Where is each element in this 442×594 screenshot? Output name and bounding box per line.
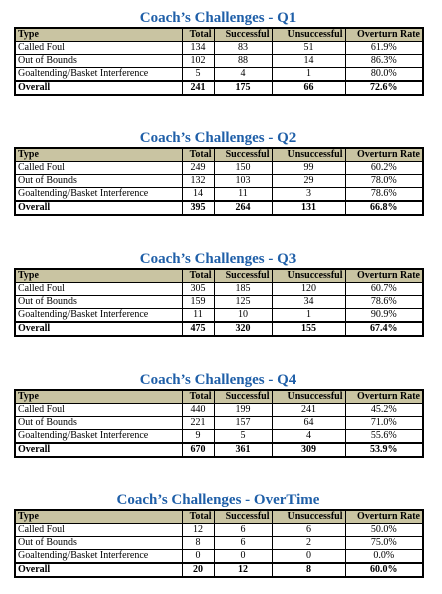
section-q2	[14, 130, 422, 216]
cell-rate: 90.9%	[345, 309, 423, 323]
header-unsuccessful: Unsuccessful	[272, 148, 345, 162]
cell-total: 11	[182, 309, 214, 323]
cell-unsuccessful: 309	[272, 443, 345, 457]
cell-unsuccessful: 14	[272, 55, 345, 68]
header-total: Total	[182, 390, 214, 404]
header-unsuccessful: Unsuccessful	[272, 390, 345, 404]
section-title: Coach’s Challenges - Q2	[139, 130, 297, 146]
cell-total: 9	[182, 430, 214, 444]
section-q3	[14, 251, 422, 337]
cell-unsuccessful: 29	[272, 175, 345, 188]
cell-successful: 175	[214, 81, 272, 95]
cell-rate: 71.0%	[345, 417, 423, 430]
overall-row	[15, 81, 423, 95]
cell-successful: 103	[214, 175, 272, 188]
cell-successful: 10	[214, 309, 272, 323]
header-unsuccessful: Unsuccessful	[272, 28, 345, 42]
section-title: Coach’s Challenges - Q3	[139, 251, 297, 267]
cell-unsuccessful: 6	[272, 524, 345, 537]
cell-successful: 5	[214, 430, 272, 444]
cell-unsuccessful: 64	[272, 417, 345, 430]
cell-total: 221	[182, 417, 214, 430]
header-row	[15, 510, 423, 524]
cell-rate: 86.3%	[345, 55, 423, 68]
cell-rate: 78.0%	[345, 175, 423, 188]
cell-unsuccessful: 51	[272, 42, 345, 55]
cell-total: 12	[182, 524, 214, 537]
overall-row	[15, 443, 423, 457]
challenge-table	[14, 147, 424, 216]
cell-total: 395	[182, 201, 214, 215]
table-row	[15, 550, 423, 564]
cell-unsuccessful: 1	[272, 309, 345, 323]
overall-row	[15, 201, 423, 215]
header-type: Type	[15, 269, 182, 283]
cell-type: Out of Bounds	[15, 55, 182, 68]
cell-unsuccessful: 34	[272, 296, 345, 309]
cell-unsuccessful: 4	[272, 430, 345, 444]
table-row	[15, 430, 423, 444]
table-row	[15, 404, 423, 417]
section-title: Coach’s Challenges - OverTime	[116, 492, 320, 508]
cell-total: 249	[182, 162, 214, 175]
table-row	[15, 68, 423, 82]
cell-rate: 60.0%	[345, 563, 423, 577]
header-rate: Overturn Rate	[345, 269, 423, 283]
section-q4	[14, 372, 422, 458]
header-type: Type	[15, 390, 182, 404]
cell-unsuccessful: 2	[272, 537, 345, 550]
cell-rate: 67.4%	[345, 322, 423, 336]
cell-unsuccessful: 131	[272, 201, 345, 215]
cell-total: 305	[182, 283, 214, 296]
table-row	[15, 537, 423, 550]
header-type: Type	[15, 148, 182, 162]
challenge-table	[14, 268, 424, 337]
overall-row	[15, 563, 423, 577]
cell-unsuccessful: 99	[272, 162, 345, 175]
cell-rate: 61.9%	[345, 42, 423, 55]
cell-successful: 11	[214, 188, 272, 202]
cell-unsuccessful: 8	[272, 563, 345, 577]
cell-successful: 264	[214, 201, 272, 215]
cell-unsuccessful: 1	[272, 68, 345, 82]
challenge-table	[14, 509, 424, 578]
cell-rate: 75.0%	[345, 537, 423, 550]
cell-successful: 4	[214, 68, 272, 82]
cell-total: 475	[182, 322, 214, 336]
header-successful: Successful	[214, 510, 272, 524]
cell-type: Goaltending/Basket Interference	[15, 550, 182, 564]
cell-total: 440	[182, 404, 214, 417]
cell-type: Out of Bounds	[15, 296, 182, 309]
cell-type: Overall	[15, 201, 182, 215]
cell-successful: 150	[214, 162, 272, 175]
cell-type: Called Foul	[15, 524, 182, 537]
cell-unsuccessful: 3	[272, 188, 345, 202]
cell-successful: 199	[214, 404, 272, 417]
cell-type: Out of Bounds	[15, 175, 182, 188]
header-successful: Successful	[214, 148, 272, 162]
header-total: Total	[182, 148, 214, 162]
cell-total: 14	[182, 188, 214, 202]
cell-type: Overall	[15, 81, 182, 95]
header-total: Total	[182, 28, 214, 42]
cell-type: Called Foul	[15, 42, 182, 55]
cell-unsuccessful: 66	[272, 81, 345, 95]
header-rate: Overturn Rate	[345, 510, 423, 524]
cell-rate: 60.7%	[345, 283, 423, 296]
header-total: Total	[182, 510, 214, 524]
cell-type: Goaltending/Basket Interference	[15, 309, 182, 323]
cell-type: Out of Bounds	[15, 537, 182, 550]
table-row	[15, 417, 423, 430]
table-row	[15, 296, 423, 309]
cell-successful: 0	[214, 550, 272, 564]
cell-rate: 55.6%	[345, 430, 423, 444]
cell-total: 241	[182, 81, 214, 95]
cell-rate: 45.2%	[345, 404, 423, 417]
header-successful: Successful	[214, 390, 272, 404]
table-row	[15, 175, 423, 188]
cell-unsuccessful: 120	[272, 283, 345, 296]
section-overtime	[14, 492, 422, 578]
header-rate: Overturn Rate	[345, 28, 423, 42]
cell-successful: 125	[214, 296, 272, 309]
cell-total: 20	[182, 563, 214, 577]
header-type: Type	[15, 28, 182, 42]
cell-rate: 66.8%	[345, 201, 423, 215]
section-title: Coach’s Challenges - Q1	[139, 10, 297, 26]
cell-rate: 0.0%	[345, 550, 423, 564]
cell-successful: 83	[214, 42, 272, 55]
cell-successful: 320	[214, 322, 272, 336]
table-row	[15, 55, 423, 68]
cell-successful: 6	[214, 537, 272, 550]
cell-type: Out of Bounds	[15, 417, 182, 430]
header-rate: Overturn Rate	[345, 390, 423, 404]
cell-successful: 185	[214, 283, 272, 296]
cell-type: Overall	[15, 322, 182, 336]
cell-type: Goaltending/Basket Interference	[15, 188, 182, 202]
cell-successful: 88	[214, 55, 272, 68]
cell-total: 132	[182, 175, 214, 188]
cell-successful: 12	[214, 563, 272, 577]
header-unsuccessful: Unsuccessful	[272, 269, 345, 283]
header-type: Type	[15, 510, 182, 524]
overall-row	[15, 322, 423, 336]
cell-successful: 157	[214, 417, 272, 430]
header-row	[15, 148, 423, 162]
cell-successful: 6	[214, 524, 272, 537]
cell-type: Called Foul	[15, 162, 182, 175]
cell-type: Called Foul	[15, 404, 182, 417]
header-successful: Successful	[214, 269, 272, 283]
cell-unsuccessful: 155	[272, 322, 345, 336]
table-row	[15, 42, 423, 55]
cell-rate: 53.9%	[345, 443, 423, 457]
header-row	[15, 28, 423, 42]
cell-rate: 60.2%	[345, 162, 423, 175]
header-unsuccessful: Unsuccessful	[272, 510, 345, 524]
table-row	[15, 524, 423, 537]
cell-rate: 78.6%	[345, 188, 423, 202]
table-row	[15, 309, 423, 323]
table-row	[15, 188, 423, 202]
cell-successful: 361	[214, 443, 272, 457]
header-rate: Overturn Rate	[345, 148, 423, 162]
cell-total: 8	[182, 537, 214, 550]
challenge-table	[14, 389, 424, 458]
section-title: Coach’s Challenges - Q4	[139, 372, 297, 388]
header-total: Total	[182, 269, 214, 283]
cell-total: 0	[182, 550, 214, 564]
cell-unsuccessful: 241	[272, 404, 345, 417]
cell-type: Overall	[15, 443, 182, 457]
cell-rate: 72.6%	[345, 81, 423, 95]
table-row	[15, 162, 423, 175]
cell-type: Overall	[15, 563, 182, 577]
cell-total: 134	[182, 42, 214, 55]
cell-unsuccessful: 0	[272, 550, 345, 564]
cell-rate: 50.0%	[345, 524, 423, 537]
cell-type: Goaltending/Basket Interference	[15, 68, 182, 82]
header-successful: Successful	[214, 28, 272, 42]
cell-total: 102	[182, 55, 214, 68]
section-q1	[14, 10, 422, 96]
table-row	[15, 283, 423, 296]
header-row	[15, 269, 423, 283]
challenge-table	[14, 27, 424, 96]
cell-rate: 78.6%	[345, 296, 423, 309]
header-row	[15, 390, 423, 404]
cell-type: Called Foul	[15, 283, 182, 296]
cell-total: 5	[182, 68, 214, 82]
cell-rate: 80.0%	[345, 68, 423, 82]
cell-total: 159	[182, 296, 214, 309]
cell-total: 670	[182, 443, 214, 457]
cell-type: Goaltending/Basket Interference	[15, 430, 182, 444]
